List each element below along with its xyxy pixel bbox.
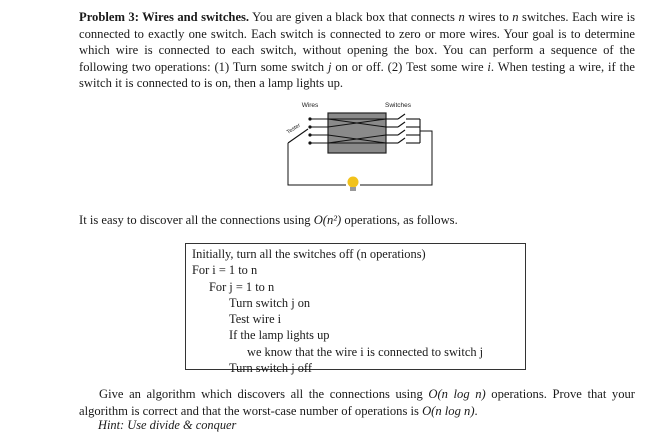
switches-label: Switches xyxy=(384,102,412,109)
problem-heading: Problem 3: Wires and switches. xyxy=(79,10,250,24)
algo-line: Test wire i xyxy=(229,312,282,327)
problem-text-3: switches. Each wire is connected to exactly one switch. Each switch is connected to zero or more wires. Your goal is to determine which wire is connected to each switch, without opening the box. You can perform a sequence of the following two operations: (1) Turn some switch xyxy=(79,10,635,74)
switches xyxy=(386,114,420,143)
easy-text-1: It is easy to discover all the connections using xyxy=(79,213,314,227)
problem-text-4: on or off. (2) Test some wire xyxy=(331,59,488,74)
give-text-3: . xyxy=(474,403,478,418)
easy-statement xyxy=(79,212,635,229)
problem-statement xyxy=(79,9,635,92)
problem-text-5: . When testing a wire, if the switch it is connected to is on, then a lamp lights up. xyxy=(79,59,635,91)
complexity-n-squared: O(n²) xyxy=(313,213,342,227)
easy-text-2: operations, as follows. xyxy=(341,213,458,227)
var-n: n xyxy=(512,10,519,24)
var-j: j xyxy=(327,59,332,74)
wire-ends xyxy=(308,117,311,144)
algo-line: For i = 1 to n xyxy=(192,263,258,278)
give-text-2: operations. Prove that your algorithm is correct and that the worst-case number of operations is xyxy=(79,387,635,418)
complexity-n-log-n: O(n log n) xyxy=(422,403,475,418)
complexity-n-log-n: O(n log n) xyxy=(428,387,486,401)
algo-line: For j = 1 to n xyxy=(209,279,275,294)
algo-line: If the lamp lights up xyxy=(229,328,330,343)
wires-label: Wires xyxy=(301,102,319,109)
var-i: i xyxy=(487,59,491,74)
give-text-1: Give an algorithm which discovers all the connections using xyxy=(99,387,429,401)
algo-line: Turn switch j on xyxy=(229,295,311,310)
problem-text-2: wires to xyxy=(464,10,513,24)
hint: Hint: Use divide & conquer xyxy=(98,418,237,432)
algorithm-box xyxy=(185,243,526,376)
algo-line: we know that the wire i is connected to switch j xyxy=(247,344,484,359)
problem-text-1: You are given a black box that connects xyxy=(249,10,459,24)
algo-line: Initially, turn all the switches off (n operations) xyxy=(192,247,426,261)
wires-switches-figure xyxy=(274,99,444,199)
lamp-icon xyxy=(348,177,359,192)
algo-line: Turn switch j off xyxy=(229,361,312,376)
tester-label: Tester xyxy=(285,122,302,136)
task-statement xyxy=(79,386,635,419)
var-n: n xyxy=(458,10,465,24)
wires xyxy=(310,119,328,143)
